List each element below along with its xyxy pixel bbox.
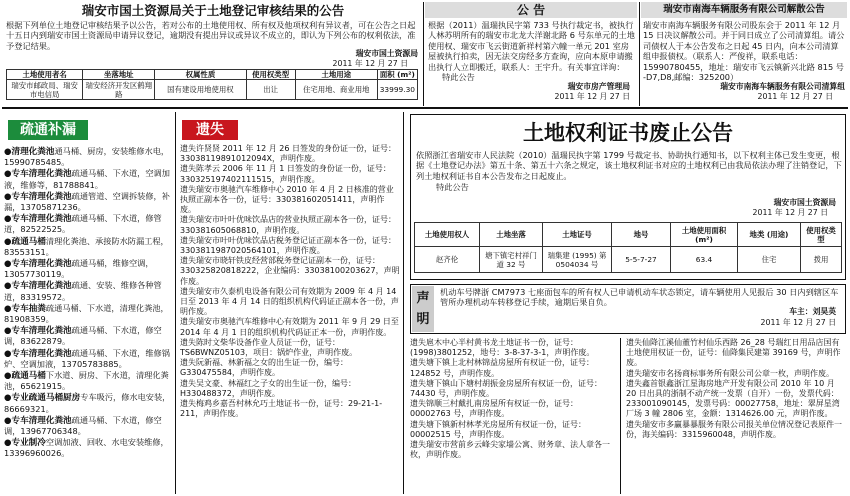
table-cell: 赵齐伦 [415, 247, 480, 273]
company-notice-date: 2011 年 12 月 27 日 [757, 92, 833, 101]
table-header: 土地用途 [295, 70, 377, 80]
court-notice-signature: 瑞安市房产管理局 [567, 82, 630, 91]
cancel-notice-title: 土地权利证书废止公告 [523, 121, 733, 145]
table-cell: 5-5-7-27 [612, 247, 671, 273]
ad-text: 疏通、安装、维修各种管道，83319572。 [4, 280, 162, 302]
table-cell: 拨用 [801, 247, 842, 273]
ad-text: 疏通马桶、下水道，清理化粪池，81908359。 [4, 302, 169, 325]
land-notice-date: 2011 年 12 月 27 日 [332, 59, 408, 68]
list-item [4, 280, 172, 301]
ad-name: ●专业疏通马桶厨房 [4, 393, 81, 404]
table-header: 使用权类型 [246, 70, 295, 80]
list-item: 遗失扈木中心半村黄书龙土地证书一份，证号：(1998)3801252，地号：3-8-37-3-1，声明作废。 [410, 338, 595, 358]
table-cell: 瑞安市邮政局、瑞安市电信局 [7, 80, 83, 100]
ad-name: ●专车清理化粪池 [4, 281, 72, 292]
ad-name: ●专车抽粪 [4, 303, 46, 314]
list-item: 遗失瑞安市名扬商标事务所有限公司公章一枚，声明作废。 [626, 368, 834, 378]
divider [639, 2, 640, 106]
ad-name: ●专车清理化粪池 [4, 191, 72, 202]
ad-text: 疏通马桶、下水道，维修锅炉、空调加液，13705783885。 [4, 347, 170, 369]
list-item [4, 146, 172, 167]
list-item: 遗失锦顺三村戴扎南房屋所有权证一份，证号：00002763 号，声明作废。 [410, 399, 578, 419]
list-item [4, 348, 172, 369]
list-item: 遗失陈时文柴华设备作业人员证一份，证号：TS6BWNZ05103，项目：锅炉作业，声明作废。 [180, 337, 358, 358]
list-item: 遗失瑞安市叶叶优味饮品店税务登记证正副本各一份，证号：330381198702056410​1，声明作废。 [180, 235, 396, 256]
table-cell: 瑞安经济开发区鹤翔路 [83, 80, 155, 100]
table-cell: 住宅 [738, 247, 801, 273]
divider [620, 338, 621, 494]
table-cell: 塘下镇宅村祥门道 32 号 [480, 247, 543, 273]
statement-signature: 车主：刘昊英 [789, 307, 836, 316]
list-item [4, 415, 172, 436]
list-item: 遗失瑞安市营前乡云峰尖家墙公寓、财务章、法人章各一枚，声明作废。 [410, 440, 610, 460]
ad-text: 专车吸污，修水电安装，86669321。 [4, 392, 171, 414]
table-cell: 住宅用地、商业用地 [295, 80, 377, 100]
list-item: 遗失瑞安市晓轩铁皮经营部税务登记证副本一份，证号：330325820818222，企业编码：33038100203627，声明作废。 [180, 256, 400, 286]
company-notice-header: 瑞安市南海车辆服务有限公司解散公告 [641, 2, 847, 18]
company-notice-signature: 瑞安市南海车辆服务有限公司清算组 [720, 82, 845, 91]
divider [423, 2, 424, 106]
list-item [4, 437, 172, 458]
divider [2, 107, 848, 109]
list-item: 遗失吴文豪、林福红之子女的出生证一份，编号：H330488372，声明作废。 [180, 378, 356, 398]
list-item: 遗失瑞安市久泰机电设备有限公司有效期为 2009 年 4 月 14 日至 2013 年 4 月 14 日的组织机构代码证正副本各一份，声明作废。 [180, 286, 399, 317]
cancel-notice-note: 特此公告 [436, 182, 469, 192]
list-item: 遗失塘下镇新村林孝光房屋所有权证一份，证号：00002515 号，声明作废。 [410, 419, 586, 439]
ad-text: 通马桶、厨房，安装维修水电，15990785485。 [4, 146, 170, 168]
list-item [4, 168, 172, 189]
table-cell: 瑞集建 (1995) 第 0504034 号 [543, 247, 612, 273]
list-item [4, 236, 172, 257]
divider [403, 112, 404, 494]
list-item: 遗失陈孝云 2006 年 11 月 1 日签发的身份证一份，证号：330325197402111515，声明作废。 [180, 164, 391, 184]
ad-text: 疏通马桶、下水道，空调加液，维修等，81788841。 [4, 168, 170, 190]
lost-middle-list [410, 338, 616, 494]
cancel-notice-table [414, 222, 842, 273]
table-cell: 33999.30 [377, 80, 417, 100]
statement-body: 机动车号牌浙 CM7973 七座面包车的所有权人已申请机动车状态锁定，请车辆使用人见报后 30 日内到辖区车管所办理机动车转移登记手续，逾期后果自负。 [440, 287, 839, 308]
table-header: 土地使用面积 (m²) [671, 223, 738, 247]
land-notice-signature: 瑞安市国土资源局 [355, 49, 418, 58]
list-item [4, 213, 172, 234]
statement-tag: 声明 [412, 286, 434, 332]
cancel-notice-body: 依照浙江省瑞安市人民法院（2010）温瑞民执字第 1799 号裁定书、协助执行通知书，以下权利主体已发生变更，根据《土地登记办法》第五十条、第五十六条之规定，该土地权利证书对应的土地权利已由我局依法办理了注销登记，下列土地权利证书自本公告发布之日起废止。 [416, 150, 842, 181]
court-notice-header: 公 告 [425, 2, 637, 18]
list-item [4, 303, 172, 324]
list-item [4, 258, 172, 279]
ad-text: 清理化粪池、承接防水防漏工程，83553151。 [4, 235, 169, 257]
lost-list [180, 144, 400, 494]
lost-tag: 遗失 [182, 120, 238, 140]
table-header: 土地坐落 [480, 223, 543, 247]
land-notice-table [6, 69, 418, 100]
list-item: 遗失瑞安市多赢暴暴服务有限公司报关单位情况登记表原件一份，海关编码：3315960048，声明作废。 [626, 419, 842, 439]
table-header: 地号 [612, 223, 671, 247]
table-header: 土地证号 [543, 223, 612, 247]
list-item: 遗失梅鸡乡嘉吾村林允巧土地证书一份，证号：29-21-1-211，声明作废。 [180, 399, 383, 419]
list-item [4, 370, 172, 391]
ad-text: 空调加液、回收、水电安装维修，13396960026。 [4, 437, 169, 459]
ad-name: ●专车清理化粪池 [4, 214, 72, 225]
list-item: 遗失许贤贤 2011 年 12 月 26 日签发的身份证一份，证号：33038119891012094X，声明作废。 [180, 144, 396, 164]
table-cell: 国有建设用地使用权 [155, 80, 246, 100]
ad-name: ●疏通马桶 [4, 236, 46, 247]
ad-name: ●专车清理化粪池 [4, 169, 72, 180]
table-header: 使用权类型 [801, 223, 842, 247]
list-item [4, 392, 172, 413]
table-header: 面积 (m²) [377, 70, 417, 80]
table-header: 土地使用权人 [415, 223, 480, 247]
ad-name: ●专业制冷 [4, 438, 46, 449]
list-item: 遗失塘下镇山下塘村胡振金房屋所有权证一份，证号：74430 号，声明作废。 [410, 378, 602, 399]
court-notice-body: 根据（2011）温瑞执民字第 733 号执行裁定书，被执行人林苏明所有的瑞安市北龙大洋谢北路 6 号东单元的土地使用权、瑞安市飞云街道新祥村第六幢一单元 201 室房屋被执行拍卖，因无法交房经多方查询，应向本原申请搬出执行人立即搬迁，联系人：王宇升。有关事宜详询： [428, 20, 635, 72]
ad-text: 疏通马桶、下水道，修空调，83622879。 [4, 325, 162, 347]
table-header: 坐落地址 [83, 70, 155, 80]
list-item: 遗失仙降江溪仙董竹村仙乐西路 26_28 号瑞红日用品店国有土地使用权证一份，证号：仙降集民建第 39169 号，声明作废。 [626, 338, 841, 368]
ad-text: 疏通马桶、下水道，修空调，13967706348。 [4, 414, 162, 437]
ad-text: 下水道、厨房、下水道，清理化粪池，65621915。 [4, 370, 169, 392]
cancel-notice-date: 2011 年 12 月 27 日 [752, 208, 828, 217]
table-cell: 出让 [246, 80, 295, 100]
ad-text: 疏通马桶、下水道，修管道，82522525。 [4, 213, 162, 235]
ads-list [4, 146, 172, 494]
ad-text: 疏通马桶，维修空调，13057730119。 [4, 258, 154, 280]
ad-name: ●清理化粪池 [4, 147, 55, 157]
statement-date: 2011 年 12 月 27 日 [760, 318, 836, 327]
land-notice-title: 瑞安市国土资源局关于土地登记审核结果的公告 [81, 3, 345, 18]
ad-name: ●专车清理化粪池 [4, 415, 72, 426]
list-item [4, 191, 172, 212]
company-notice-body: 瑞安市南海车辆服务有限公司股东会于 2011 年 12 月 15 日决议解散公司。并于同日成立了公司清算组。请公司债权人于本公告发布之日起 45 日内，向本公司清算组申报债权。（联系人：严俊祥，联系电话：15990780455，地址：瑞安市飞云镇新兴北路 815 号 -D7,D8,邮编：325200） [643, 20, 845, 83]
table-header: 地类 (用途) [738, 223, 801, 247]
ads-tag: 疏通补漏 [8, 120, 88, 140]
ad-name: ●专车清理化粪池 [4, 326, 72, 337]
table-header: 权属性质 [155, 70, 246, 80]
ad-name: ●专车清理化粪池 [4, 348, 72, 359]
table-cell: 63.4 [671, 247, 738, 273]
court-notice-note: 特此公告 [442, 72, 475, 82]
list-item [4, 325, 172, 346]
cancel-notice-signature: 瑞安市国土资源局 [773, 198, 836, 207]
ad-name: ●专车清理化粪池 [4, 259, 72, 270]
list-item: 遗失鑫首银鑫浙江星海房地产开发有限公司 2010 年 10 月 20 日出具的浙制不动产统一发票（自开）一份，发票代码：233001090145，发票号码：00027758，地址：翠屏星湾厂场 3 幢 2806 室，金额：1314626.00 元，声明作废。 [626, 378, 840, 419]
court-notice-date: 2011 年 12 月 27 日 [554, 92, 630, 101]
lost-right-list [626, 338, 846, 494]
divider [175, 112, 176, 494]
list-item: 遗失瑞安市叶叶优味饮品店的营业执照正副本各一份，证号：330381605068810，声明作废。 [180, 215, 396, 235]
list-item: 遗失瑞安市奥驰汽车维修中心 2010 年 4 月 2 日核准的营业执照正副本各一份，证号：330381602051411，声明作废。 [180, 184, 394, 215]
ad-text: 疏通管道、空调拆装修，补漏，13705871236。 [4, 190, 170, 213]
list-item: 遗失阮新福、林新福之女的出生证一份，编号：G330475584，声明作废。 [180, 358, 348, 378]
list-item: 遗失瑞安市奥驰汽车维修中心有效期为 2011 年 9 月 29 日至 2014 年 4 月 1 日的组织机构代码证正本一份，声明作废。 [180, 317, 399, 337]
land-notice-body: 根据下列单位土地登记审核结果予以公告，若对公布的土地使用权、所有权及他项权利有异议者，可在公告之日起十五日内到瑞安市国土资源局申请异议登记，逾期没有提出异议或异议不成立的，即认为下列公布的权利依法，准予登记结果。 [6, 20, 416, 50]
list-item: 遗失塘下镇上北村林锦益房屋所有权证一份，证号：124852 号，声明作废。 [410, 358, 594, 378]
table-header: 土地使用者名 [7, 70, 83, 80]
ad-name: ●疏通马桶 [4, 371, 46, 382]
